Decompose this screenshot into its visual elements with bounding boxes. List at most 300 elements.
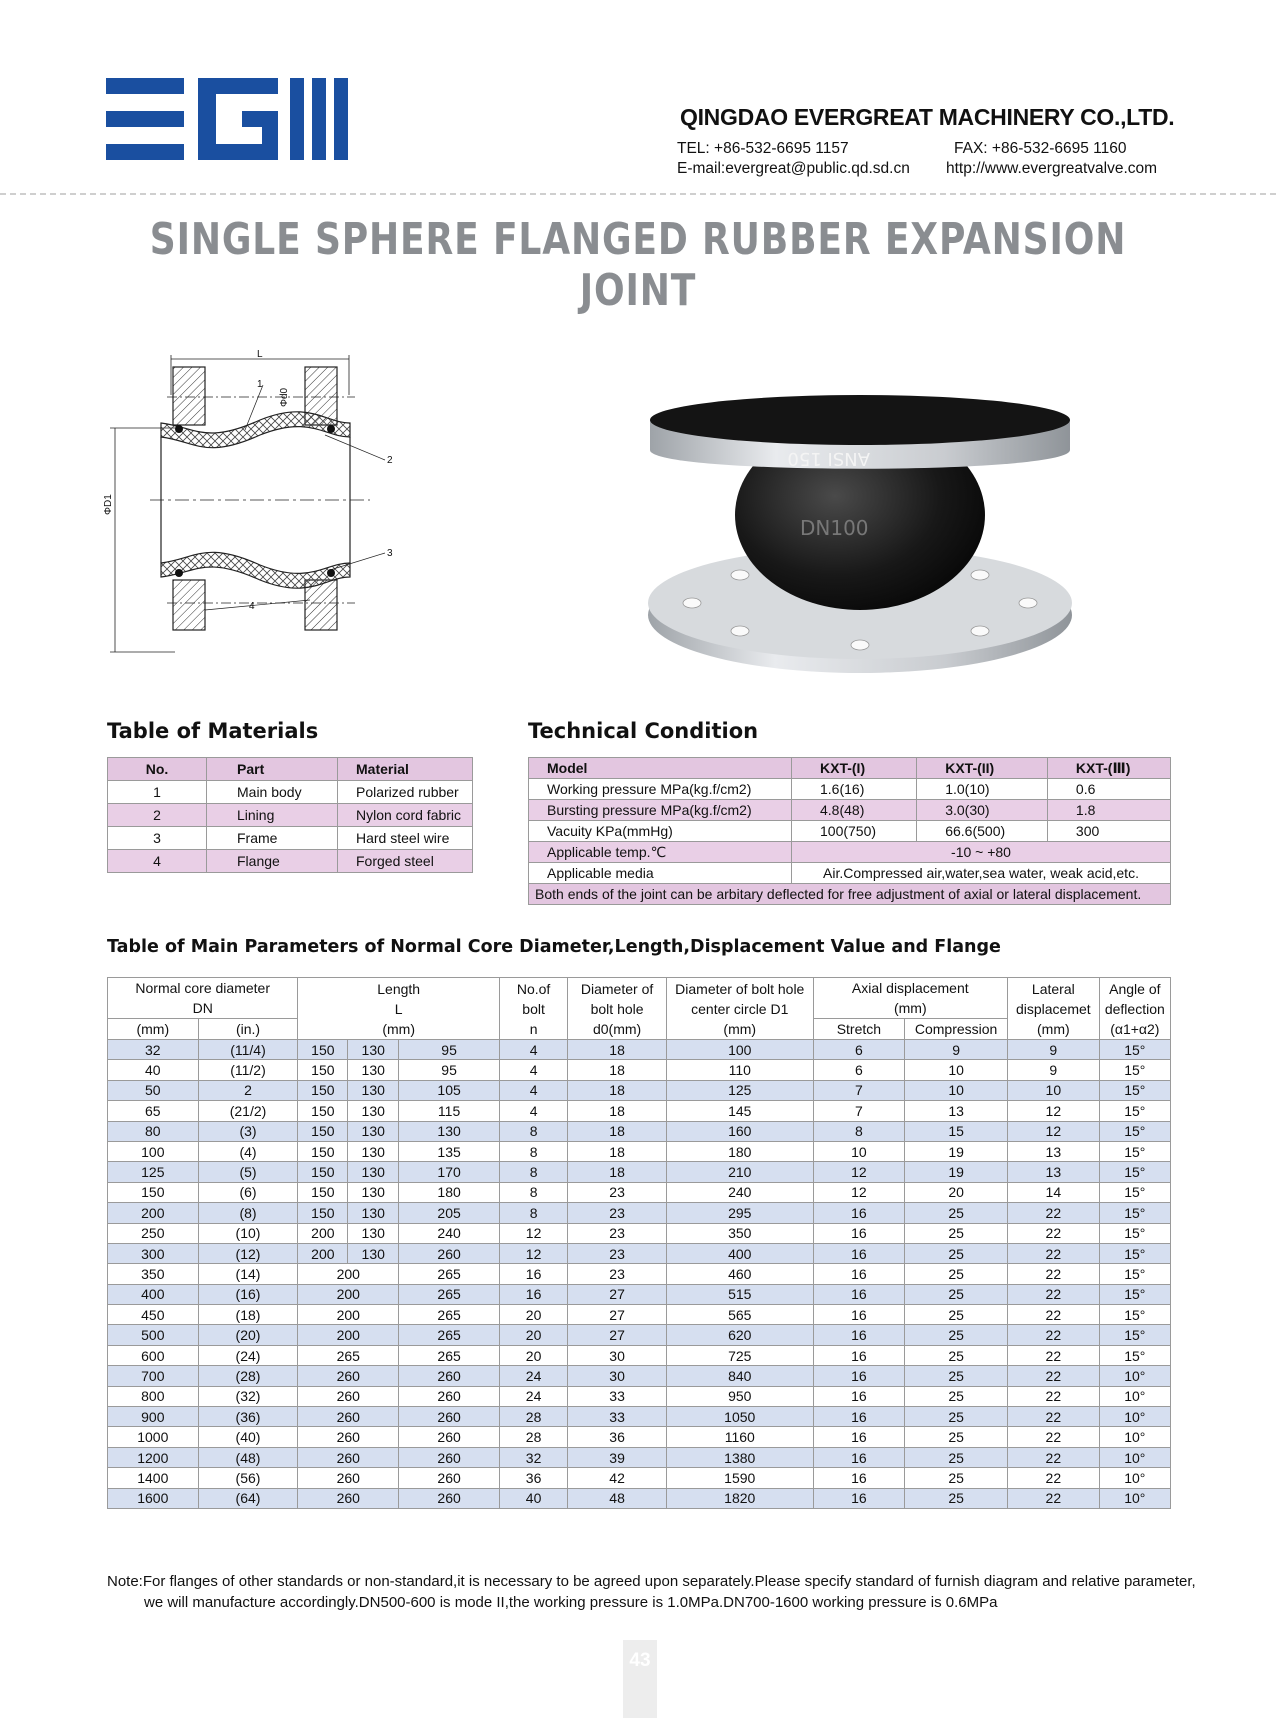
- cell-dn-in: (24): [198, 1345, 298, 1365]
- cell-stretch: 16: [813, 1203, 905, 1223]
- cell-center-circle: 460: [666, 1264, 813, 1284]
- header-bolt-hole: [568, 978, 667, 1040]
- cell-dn-in: (8): [198, 1203, 298, 1223]
- technical-value: 3.0(30): [917, 800, 1048, 821]
- cell-bolt-count: 12: [499, 1223, 567, 1243]
- material-name: Hard steel wire: [338, 827, 473, 850]
- cell-stretch: 16: [813, 1325, 905, 1345]
- cell-dn-mm: 500: [108, 1325, 199, 1345]
- cell-length-a: 150: [298, 1080, 348, 1100]
- cell-bolt-count: 4: [499, 1101, 567, 1121]
- cell-bolt-hole: 18: [568, 1080, 667, 1100]
- cell-lateral: 22: [1008, 1447, 1100, 1467]
- cell-bolt-count: 28: [499, 1407, 567, 1427]
- cell-length-b: 130: [348, 1243, 399, 1263]
- table-row: [108, 1101, 1171, 1121]
- cell-length-c: 260: [399, 1427, 500, 1447]
- cell-length-c: 135: [399, 1141, 500, 1161]
- cell-lateral: 10: [1008, 1080, 1100, 1100]
- material-no: 3: [108, 827, 207, 850]
- cell-center-circle: 160: [666, 1121, 813, 1141]
- cell-lateral: 13: [1008, 1141, 1100, 1161]
- cell-dn-in: (4): [198, 1141, 298, 1161]
- cell-length-c: 260: [399, 1386, 500, 1406]
- cell-bolt-hole: 27: [568, 1284, 667, 1304]
- technical-col-kxt2: KXT-(II): [917, 758, 1048, 779]
- cell-dn-mm: 450: [108, 1305, 199, 1325]
- cell-dn-mm: 100: [108, 1141, 199, 1161]
- header-bolt-line3: n: [529, 1020, 538, 1037]
- cell-length-c: 180: [399, 1182, 500, 1202]
- technical-value: 100(750): [792, 821, 917, 842]
- table-row: [529, 842, 1171, 863]
- header-axial: [813, 978, 1007, 1019]
- cell-dn-in: 2: [198, 1080, 298, 1100]
- cell-angle: 15°: [1099, 1325, 1170, 1345]
- technical-label: Applicable temp.℃: [529, 842, 792, 863]
- cell-bolt-count: 20: [499, 1325, 567, 1345]
- parameters-heading: Table of Main Parameters of Normal Core Diameter,Length,Displacement Value and Flange: [107, 937, 1001, 957]
- technical-value: 66.6(500): [917, 821, 1048, 842]
- table-row: [108, 1468, 1171, 1488]
- cell-length-c: 240: [399, 1223, 500, 1243]
- material-no: 1: [108, 781, 207, 804]
- cell-bolt-hole: 39: [568, 1447, 667, 1467]
- cell-center-circle: 100: [666, 1040, 813, 1060]
- cell-length-c: 260: [399, 1407, 500, 1427]
- cell-center-circle: 620: [666, 1325, 813, 1345]
- cell-lateral: 14: [1008, 1182, 1100, 1202]
- cell-dn-mm: 65: [108, 1101, 199, 1121]
- cell-stretch: 6: [813, 1060, 905, 1080]
- table-row: [108, 1060, 1171, 1080]
- header-length: [298, 978, 500, 1040]
- cell-dn-in: (48): [198, 1447, 298, 1467]
- cell-length-a: 150: [298, 1121, 348, 1141]
- material-part: Flange: [207, 850, 338, 873]
- header-dn-line2: DN: [192, 1000, 213, 1016]
- cell-stretch: 16: [813, 1264, 905, 1284]
- cell-stretch: 16: [813, 1447, 905, 1467]
- table-row: [529, 884, 1171, 905]
- header-angle-line1: Angle of: [1109, 980, 1161, 997]
- cell-length-a: 150: [298, 1182, 348, 1202]
- cell-lateral: 22: [1008, 1203, 1100, 1223]
- table-row: [108, 1427, 1171, 1447]
- cell-dn-in: (18): [198, 1305, 298, 1325]
- cell-bolt-hole: 23: [568, 1264, 667, 1284]
- technical-value: 1.8: [1047, 800, 1170, 821]
- cell-center-circle: 210: [666, 1162, 813, 1182]
- table-row: [108, 1366, 1171, 1386]
- cell-dn-in: (11/2): [198, 1060, 298, 1080]
- cell-length-b: 130: [348, 1121, 399, 1141]
- cell-length-c: 95: [399, 1060, 500, 1080]
- cell-length-c: 130: [399, 1121, 500, 1141]
- cell-compression: 25: [905, 1447, 1008, 1467]
- table-row: [108, 1121, 1171, 1141]
- cell-compression: 15: [905, 1121, 1008, 1141]
- cell-bolt-count: 24: [499, 1386, 567, 1406]
- cell-compression: 25: [905, 1223, 1008, 1243]
- cell-angle: 15°: [1099, 1162, 1170, 1182]
- cell-compression: 25: [905, 1407, 1008, 1427]
- cell-length-a: 200: [298, 1243, 348, 1263]
- cell-dn-in: (16): [198, 1284, 298, 1304]
- cell-lateral: 12: [1008, 1121, 1100, 1141]
- email: E-mail:evergreat@public.qd.sd.cn: [677, 160, 910, 177]
- page-title: SINGLE SPHERE FLANGED RUBBER EXPANSION JOINT: [149, 214, 1127, 316]
- cell-lateral: 22: [1008, 1488, 1100, 1508]
- cell-stretch: 6: [813, 1040, 905, 1060]
- cell-length-a: 260: [298, 1407, 399, 1427]
- cell-bolt-count: 8: [499, 1203, 567, 1223]
- fax: FAX: +86-532-6695 1160: [954, 140, 1127, 157]
- cell-center-circle: 950: [666, 1386, 813, 1406]
- technical-label: Applicable media: [529, 863, 792, 884]
- technical-value: Air.Compressed air,water,sea water, weak acid,etc.: [792, 863, 1171, 884]
- cell-stretch: 7: [813, 1080, 905, 1100]
- header-hole-line3: d0(mm): [592, 1020, 642, 1037]
- cell-angle: 15°: [1099, 1040, 1170, 1060]
- cell-length-a: 150: [298, 1060, 348, 1080]
- cell-bolt-hole: 27: [568, 1325, 667, 1345]
- material-no: 2: [108, 804, 207, 827]
- footnote-line-1: Note:For flanges of other standards or non-standard,it is necessary to be agreed upon separately.Please specify standard of furnish diagram and relative parameter,: [107, 1573, 1196, 1590]
- cell-stretch: 16: [813, 1366, 905, 1386]
- cell-center-circle: 180: [666, 1141, 813, 1161]
- cell-dn-mm: 1400: [108, 1468, 199, 1488]
- cell-dn-in: (64): [198, 1488, 298, 1508]
- header-circle-line1: Diameter of bolt hole: [675, 980, 805, 997]
- table-row: [108, 1325, 1171, 1345]
- cell-bolt-count: 16: [499, 1264, 567, 1284]
- cell-compression: 25: [905, 1203, 1008, 1223]
- cell-stretch: 8: [813, 1121, 905, 1141]
- cell-center-circle: 1820: [666, 1488, 813, 1508]
- materials-header-row: [108, 758, 473, 781]
- cell-length-b: 130: [348, 1101, 399, 1121]
- cell-center-circle: 515: [666, 1284, 813, 1304]
- cell-dn-in: (14): [198, 1264, 298, 1284]
- table-row: [108, 1264, 1171, 1284]
- cell-stretch: 16: [813, 1427, 905, 1447]
- cell-angle: 15°: [1099, 1345, 1170, 1365]
- header-length-line3: (mm): [382, 1020, 416, 1037]
- material-part: Lining: [207, 804, 338, 827]
- cell-dn-mm: 50: [108, 1080, 199, 1100]
- cell-compression: 25: [905, 1366, 1008, 1386]
- header-angle: [1099, 978, 1170, 1040]
- header-angle-line3: (α1+α2): [1110, 1020, 1160, 1037]
- technical-label: Vacuity KPa(mmHg): [529, 821, 792, 842]
- cell-length-a: 260: [298, 1386, 399, 1406]
- cell-angle: 15°: [1099, 1243, 1170, 1263]
- cell-compression: 25: [905, 1243, 1008, 1263]
- technical-label: Bursting pressure MPa(kg.f/cm2): [529, 800, 792, 821]
- cell-stretch: 16: [813, 1468, 905, 1488]
- cell-length-a: 260: [298, 1468, 399, 1488]
- table-row: [108, 850, 473, 873]
- cell-bolt-hole: 18: [568, 1040, 667, 1060]
- cell-bolt-count: 8: [499, 1182, 567, 1202]
- cell-lateral: 22: [1008, 1325, 1100, 1345]
- cell-length-a: 150: [298, 1162, 348, 1182]
- cell-dn-mm: 125: [108, 1162, 199, 1182]
- header-compression: Compression: [905, 1019, 1008, 1040]
- cell-dn-in: (21/2): [198, 1101, 298, 1121]
- header-center-circle: [666, 978, 813, 1040]
- header-dn-mm: (mm): [108, 1019, 199, 1040]
- cell-dn-in: (6): [198, 1182, 298, 1202]
- cell-lateral: 9: [1008, 1060, 1100, 1080]
- cell-angle: 10°: [1099, 1427, 1170, 1447]
- cell-angle: 15°: [1099, 1182, 1170, 1202]
- cell-bolt-count: 4: [499, 1040, 567, 1060]
- cell-center-circle: 1050: [666, 1407, 813, 1427]
- header-lateral-line2: displacemet: [1015, 1000, 1091, 1017]
- table-row: [108, 1447, 1171, 1467]
- cell-lateral: 22: [1008, 1366, 1100, 1386]
- technical-table: [528, 757, 1171, 905]
- cell-stretch: 12: [813, 1162, 905, 1182]
- cell-length-c: 260: [399, 1468, 500, 1488]
- parameters-body: [108, 1040, 1171, 1509]
- cell-dn-mm: 300: [108, 1243, 199, 1263]
- cell-lateral: 12: [1008, 1101, 1100, 1121]
- cell-length-a: 265: [298, 1345, 399, 1365]
- cell-dn-mm: 1600: [108, 1488, 199, 1508]
- header-dn-in: (in.): [198, 1019, 298, 1040]
- table-row: [108, 1488, 1171, 1508]
- cell-center-circle: 1160: [666, 1427, 813, 1447]
- technical-value: 300: [1047, 821, 1170, 842]
- cell-bolt-count: 24: [499, 1366, 567, 1386]
- table-row: [529, 800, 1171, 821]
- cell-compression: 25: [905, 1427, 1008, 1447]
- materials-col-part: Part: [207, 758, 338, 781]
- cell-length-c: 265: [399, 1264, 500, 1284]
- table-row: [529, 779, 1171, 800]
- cell-angle: 15°: [1099, 1223, 1170, 1243]
- cell-bolt-count: 40: [499, 1488, 567, 1508]
- cell-bolt-hole: 18: [568, 1060, 667, 1080]
- materials-table: [107, 757, 473, 873]
- cell-length-a: 200: [298, 1305, 399, 1325]
- cell-angle: 10°: [1099, 1407, 1170, 1427]
- cell-bolt-count: 36: [499, 1468, 567, 1488]
- cell-length-c: 170: [399, 1162, 500, 1182]
- table-row: [108, 1386, 1171, 1406]
- cell-bolt-count: 4: [499, 1080, 567, 1100]
- cell-dn-mm: 400: [108, 1284, 199, 1304]
- page-number: 43: [629, 1650, 651, 1671]
- cell-length-a: 260: [298, 1488, 399, 1508]
- cell-lateral: 22: [1008, 1284, 1100, 1304]
- technical-label: Working pressure MPa(kg.f/cm2): [529, 779, 792, 800]
- cell-bolt-hole: 27: [568, 1305, 667, 1325]
- cell-lateral: 22: [1008, 1386, 1100, 1406]
- cell-bolt-count: 28: [499, 1427, 567, 1447]
- cell-lateral: 9: [1008, 1040, 1100, 1060]
- cell-dn-in: (10): [198, 1223, 298, 1243]
- cell-length-c: 95: [399, 1040, 500, 1060]
- cell-length-b: 130: [348, 1223, 399, 1243]
- cell-stretch: 16: [813, 1488, 905, 1508]
- cell-dn-in: (11/4): [198, 1040, 298, 1060]
- cell-length-a: 150: [298, 1203, 348, 1223]
- cell-bolt-hole: 30: [568, 1345, 667, 1365]
- cell-dn-mm: 250: [108, 1223, 199, 1243]
- header-dn: [108, 978, 298, 1019]
- website: http://www.evergreatvalve.com: [946, 160, 1158, 177]
- cell-dn-mm: 150: [108, 1182, 199, 1202]
- cell-length-b: 130: [348, 1203, 399, 1223]
- cell-bolt-hole: 18: [568, 1101, 667, 1121]
- cell-length-c: 265: [399, 1305, 500, 1325]
- cell-stretch: 16: [813, 1345, 905, 1365]
- cell-lateral: 22: [1008, 1223, 1100, 1243]
- cell-angle: 10°: [1099, 1386, 1170, 1406]
- cell-bolt-hole: 18: [568, 1121, 667, 1141]
- materials-heading: Table of Materials: [107, 719, 319, 743]
- cell-bolt-hole: 30: [568, 1366, 667, 1386]
- header-circle-line2: center circle D1: [691, 1000, 789, 1017]
- table-row: [529, 821, 1171, 842]
- cell-length-c: 205: [399, 1203, 500, 1223]
- cell-angle: 10°: [1099, 1366, 1170, 1386]
- cell-stretch: 16: [813, 1305, 905, 1325]
- cell-bolt-hole: 42: [568, 1468, 667, 1488]
- cell-lateral: 13: [1008, 1162, 1100, 1182]
- table-row: [108, 1182, 1171, 1202]
- table-row: [108, 1345, 1171, 1365]
- table-row: [108, 804, 473, 827]
- header-length-line1: Length: [377, 980, 421, 997]
- cell-length-c: 115: [399, 1101, 500, 1121]
- cell-angle: 15°: [1099, 1284, 1170, 1304]
- technical-heading: Technical Condition: [528, 719, 759, 743]
- header-hole-line1: Diameter of: [580, 980, 654, 997]
- cell-lateral: 22: [1008, 1305, 1100, 1325]
- cell-compression: 25: [905, 1325, 1008, 1345]
- header-bolt-line2: bolt: [522, 1000, 545, 1017]
- cell-length-a: 200: [298, 1325, 399, 1345]
- cell-length-a: 150: [298, 1040, 348, 1060]
- cell-stretch: 16: [813, 1223, 905, 1243]
- cell-bolt-count: 8: [499, 1162, 567, 1182]
- parameters-table: [107, 977, 1171, 1509]
- cell-dn-in: (5): [198, 1162, 298, 1182]
- cell-compression: 25: [905, 1345, 1008, 1365]
- cell-angle: 15°: [1099, 1305, 1170, 1325]
- cell-bolt-hole: 23: [568, 1223, 667, 1243]
- technical-value: 1.6(16): [792, 779, 917, 800]
- cell-dn-in: (56): [198, 1468, 298, 1488]
- cell-length-a: 150: [298, 1101, 348, 1121]
- cell-length-c: 260: [399, 1488, 500, 1508]
- material-name: Polarized rubber: [338, 781, 473, 804]
- cell-length-a: 150: [298, 1141, 348, 1161]
- technical-value: -10 ~ +80: [792, 842, 1171, 863]
- header-axial-line1: Axial displacement: [851, 980, 969, 996]
- cell-length-b: 130: [348, 1141, 399, 1161]
- table-row: [108, 1141, 1171, 1161]
- header-circle-line3: (mm): [723, 1020, 757, 1037]
- cell-stretch: 10: [813, 1141, 905, 1161]
- table-row: [108, 1284, 1171, 1304]
- cell-dn-mm: 80: [108, 1121, 199, 1141]
- cell-center-circle: 840: [666, 1366, 813, 1386]
- header-divider: [0, 193, 1276, 195]
- cell-compression: 10: [905, 1060, 1008, 1080]
- cell-lateral: 22: [1008, 1243, 1100, 1263]
- technical-value: 1.0(10): [917, 779, 1048, 800]
- cell-length-a: 260: [298, 1427, 399, 1447]
- cell-center-circle: 145: [666, 1101, 813, 1121]
- cell-stretch: 12: [813, 1182, 905, 1202]
- cell-dn-in: (40): [198, 1427, 298, 1447]
- cell-dn-mm: 32: [108, 1040, 199, 1060]
- cell-compression: 13: [905, 1101, 1008, 1121]
- callout-3: 3: [387, 548, 393, 559]
- technical-note: Both ends of the joint can be arbitary deflected for free adjustment of axial or lateral displacement.: [529, 884, 1171, 905]
- table-row: [108, 1305, 1171, 1325]
- cell-dn-mm: 1000: [108, 1427, 199, 1447]
- cell-bolt-hole: 23: [568, 1243, 667, 1263]
- cell-compression: 25: [905, 1264, 1008, 1284]
- header-stretch: Stretch: [813, 1019, 905, 1040]
- cell-bolt-hole: 23: [568, 1203, 667, 1223]
- callout-2: 2: [387, 455, 393, 466]
- cell-bolt-hole: 18: [568, 1141, 667, 1161]
- cell-compression: 25: [905, 1284, 1008, 1304]
- cell-compression: 19: [905, 1141, 1008, 1161]
- cell-dn-mm: 350: [108, 1264, 199, 1284]
- cell-compression: 9: [905, 1040, 1008, 1060]
- cell-stretch: 16: [813, 1407, 905, 1427]
- technical-header-row: [529, 758, 1171, 779]
- cell-length-a: 260: [298, 1447, 399, 1467]
- cell-length-a: 200: [298, 1264, 399, 1284]
- photo-body-marking: DN100: [800, 516, 869, 540]
- cell-length-c: 265: [399, 1345, 500, 1365]
- cell-stretch: 7: [813, 1101, 905, 1121]
- cell-dn-mm: 800: [108, 1386, 199, 1406]
- cell-angle: 15°: [1099, 1101, 1170, 1121]
- header-dn-line1: Normal core diameter: [135, 980, 270, 996]
- header-lateral: [1008, 978, 1100, 1040]
- cell-length-a: 260: [298, 1366, 399, 1386]
- cell-length-a: 200: [298, 1284, 399, 1304]
- table-row: [108, 1162, 1171, 1182]
- cell-dn-in: (20): [198, 1325, 298, 1345]
- table-row: [529, 863, 1171, 884]
- technical-col-kxt3: KXT-(Ⅲ): [1047, 758, 1170, 779]
- cell-angle: 15°: [1099, 1060, 1170, 1080]
- cell-dn-mm: 600: [108, 1345, 199, 1365]
- cell-dn-mm: 700: [108, 1366, 199, 1386]
- cell-dn-in: (12): [198, 1243, 298, 1263]
- cell-length-b: 130: [348, 1162, 399, 1182]
- photo-flange-marking: ANSI 150: [787, 448, 870, 469]
- cell-dn-in: (36): [198, 1407, 298, 1427]
- cell-bolt-hole: 18: [568, 1162, 667, 1182]
- cell-center-circle: 1380: [666, 1447, 813, 1467]
- header-lateral-line3: (mm): [1037, 1020, 1070, 1037]
- cell-bolt-hole: 33: [568, 1386, 667, 1406]
- header-hole-line2: bolt hole: [590, 1000, 644, 1017]
